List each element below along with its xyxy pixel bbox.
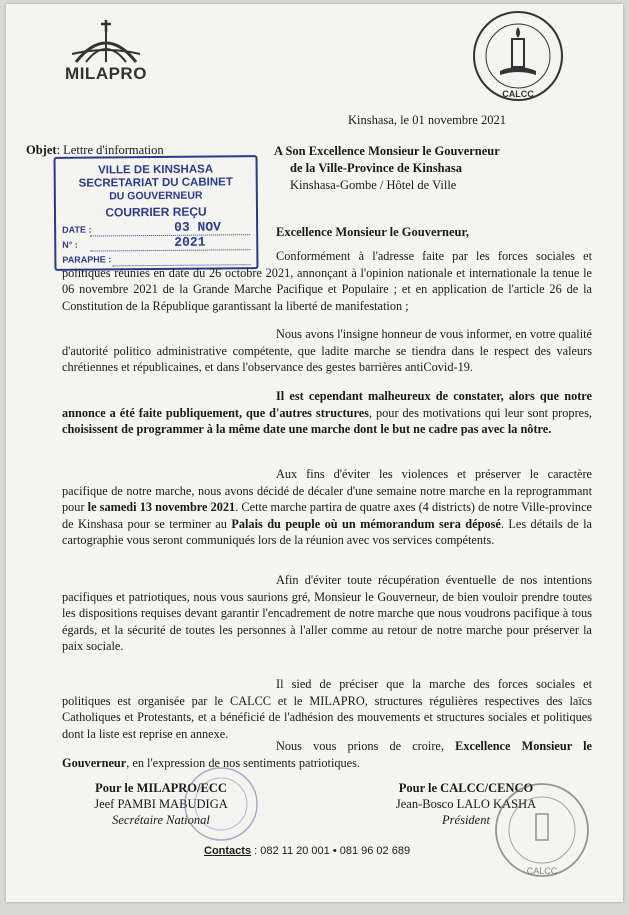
milapro-logo-text: MILAPRO (65, 64, 147, 83)
contacts-line (204, 845, 410, 857)
signature-right-title: Pour le CALCC/CENCO (398, 781, 534, 795)
signature-left-title: Pour le MILAPRO/ECC (95, 781, 227, 795)
paragraph-4-text-a: Aux fins d'éviter les violences et préserver le caractère pacifique de notre marche, nous avons décidé de décaler d'une semaine notre marche en la reprogrammant pour (62, 467, 592, 515)
paragraph-5-text: Afin d'éviter toute récupération éventuelle de nos intentions pacifiques et patriotiques, nous vous saurions gré, Monsieur le Gouverneur, de bien vouloir prendre toutes les dispositions requises devant garantir l'encadrement de notre marche que nous voudrons pacifique à tous égards, et la sécurité de toutes les personnes à l'aller comme au retour de notre marche pour préserver la paix sociale. (62, 573, 592, 654)
milapro-round-seal-icon (176, 764, 266, 844)
calcc-round-seal-icon (492, 774, 592, 889)
paragraph-3-text: , pour des motivations qui leur sont propres, (368, 405, 592, 420)
recipient-line-1: A Son Excellence Monsieur le Gouverneur (274, 144, 500, 158)
calcc-logo (468, 9, 568, 107)
paragraph-2 (62, 326, 592, 376)
stamp-line-1: VILLE DE KINSHASA (98, 163, 214, 177)
paragraph-4-text-b: . Cette marche partira de quatre axes (4 districts) de notre Ville-province de Kinshasa pour se terminer au (62, 500, 592, 531)
paragraph-3 (62, 388, 592, 438)
calcc-seal-icon (468, 9, 568, 107)
paragraph-7-bold: Excellence Monsieur le Gouverneur (62, 739, 592, 770)
contacts-value: : 082 11 20 001 • 081 96 02 689 (251, 845, 411, 857)
contacts-label: Contacts (204, 845, 252, 857)
recipient-line-3: Kinshasa-Gombe / Hôtel de Ville (290, 178, 457, 192)
stamp-line-3: DU GOUVERNEUR (109, 189, 203, 203)
letter-page (6, 4, 623, 902)
paragraph-1-text: Conformément à l'adresse faite par les forces sociales et politiques réunies en date du 26 octobre 2021, annonçant à l'opinion nationale et internationale la tenue le 06 novembre 2021 de la Grande Marche Pacifique et Populaire ; et en application de l'article 26 de la Constitution de la République garantissant la liberté de manifestation ; (62, 249, 592, 313)
paragraph-7-text-b: , en l'expression de nos sentiments patriotiques. (126, 755, 360, 770)
signature-right-name: Jean-Bosco LALO KASHA (395, 797, 537, 811)
subject-label: Objet (26, 143, 57, 157)
paragraph-7 (62, 738, 592, 771)
recipient-line-2: de la Ville-Province de Kinshasa (290, 161, 462, 175)
paragraph-3-bold-a: Il est cependant malheureux de constater, alors que notre annonce a été faite publiquement, que d'autres structures (62, 389, 592, 420)
stamp-date-value: 03 NOV 2021 (174, 219, 222, 250)
paragraph-7-text-a: Nous vous prions de croire, (276, 739, 456, 753)
signature-left-role: Secrétaire National (112, 813, 210, 827)
paragraph-3-bold-b: choisissent de programmer à la même date une marche dont le but ne cadre pas avec la nôtre. (62, 422, 552, 437)
paragraph-4-bold-palais: Palais du peuple où un mémorandum sera déposé (231, 516, 501, 531)
place-date: Kinshasa, le 01 novembre 2021 (348, 113, 506, 127)
signature-right-role: Président (442, 813, 490, 827)
stamp-number-label: N° : (62, 239, 78, 250)
paragraph-6 (62, 676, 592, 742)
subject-value: : Lettre d'information (56, 143, 164, 157)
paragraph-4-text-c: . Les détails de la cartographie vous seront communiqués lors de la réunion avec vos services compétents. (62, 516, 592, 548)
signature-left-name: Jeef PAMBI MABUDIGA (94, 797, 228, 811)
salutation: Excellence Monsieur le Gouverneur, (276, 225, 470, 239)
paragraph-5 (62, 572, 592, 655)
milapro-globe-icon (58, 20, 154, 64)
milapro-logo (58, 20, 168, 90)
paragraph-6-text: Il sied de préciser que la marche des forces sociales et politiques est organisée par le CALCC et le MILAPRO, structures régulières respectives des laïcs Catholiques et Protestants, et a bénéficié de l'adhésion des mouvements et structures sociales et politiques dont la liste est reprise en annexe. (62, 677, 592, 741)
paragraph-4 (62, 466, 592, 549)
calcc-seal-label: CALCC (502, 89, 534, 99)
calcc-round-seal-label: CALCC (526, 866, 558, 876)
recipient-address (274, 143, 500, 194)
paragraph-4-bold-date: le samedi 13 novembre 2021 (87, 500, 236, 515)
paragraph-2-text: Nous avons l'insigne honneur de vous informer, en votre qualité d'autorité politico administrative compétente, que ladite marche se tiendra dans le respect des valeurs chrétiennes et républicaines, et dans l'observance des gestes barrières antiCovid-19. (62, 327, 592, 375)
paragraph-1 (62, 248, 592, 314)
stamp-paraphe-label: PARAPHE : (62, 254, 112, 265)
stamp-line-2: SECRETARIAT DU CABINET (78, 176, 233, 190)
stamp-line-4: COURRIER REÇU (105, 204, 207, 220)
stamp-date-label: DATE : (62, 224, 92, 235)
